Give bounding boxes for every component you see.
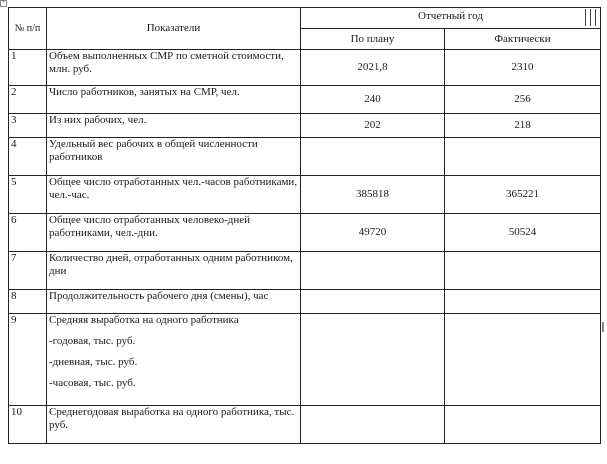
- header-plan: По плану: [301, 29, 445, 50]
- row-number: 6: [9, 214, 47, 252]
- row-plan-value: 2021,8: [301, 50, 445, 86]
- column-resize-icon[interactable]: [585, 9, 596, 26]
- row-sub-label-hourly: -часовая, тыс. руб.: [49, 377, 136, 389]
- row-plan-value: 202: [301, 114, 445, 138]
- row-number: 5: [9, 176, 47, 214]
- row-label: Среднегодовая выработка на одного работника, тыс. руб.: [47, 406, 301, 444]
- row-label: Объем выполненных СМР по сметной стоимости, млн. руб.: [47, 50, 301, 86]
- header-period-label: Отчетный год: [418, 10, 483, 22]
- row-number: 2: [9, 86, 47, 114]
- table-row: [9, 290, 601, 314]
- row-number: 4: [9, 138, 47, 176]
- row-plan-value: [301, 406, 445, 444]
- row-actual-value: [445, 406, 601, 444]
- row-sub-label-daily: -дневная, тыс. руб.: [49, 356, 138, 368]
- table-row: [9, 406, 601, 444]
- indicators-table: [8, 7, 601, 444]
- table-row: [9, 252, 601, 290]
- header-period: [301, 8, 601, 29]
- row-sub-label-annual: -годовая, тыс. руб.: [49, 335, 136, 347]
- table-row: [9, 138, 601, 176]
- header-num-col: № п/п: [9, 8, 47, 50]
- row-label: Общее число отработанных человеко-дней работниками, чел.-дни.: [47, 214, 301, 252]
- header-row-top: [9, 8, 601, 29]
- table-row: [9, 314, 601, 406]
- row-label: Из них рабочих, чел.: [47, 114, 301, 138]
- row-actual-value: [445, 314, 601, 406]
- table-row: [9, 86, 601, 114]
- row-actual-value: 256: [445, 86, 601, 114]
- row-plan-value: [301, 252, 445, 290]
- row-label-group: [47, 314, 301, 406]
- row-actual-value: [445, 290, 601, 314]
- row-plan-value: 385818: [301, 176, 445, 214]
- table-row: [9, 114, 601, 138]
- row-resize-marker[interactable]: [602, 322, 604, 332]
- header-actual: Фактически: [445, 29, 601, 50]
- row-plan-value: 49720: [301, 214, 445, 252]
- row-number: 8: [9, 290, 47, 314]
- row-plan-value: [301, 290, 445, 314]
- header-indicator-col: Показатели: [47, 8, 301, 50]
- row-label: Удельный вес рабочих в общей численности работников: [47, 138, 301, 176]
- row-actual-value: 218: [445, 114, 601, 138]
- table-row: [9, 50, 601, 86]
- row-plan-value: 240: [301, 86, 445, 114]
- row-actual-value: 2310: [445, 50, 601, 86]
- row-actual-value: 365221: [445, 176, 601, 214]
- row-label: Продолжительность рабочего дня (смены), час: [47, 290, 301, 314]
- row-number: 9: [9, 314, 47, 406]
- row-label: Средняя выработка на одного работника: [49, 314, 239, 326]
- row-number: 7: [9, 252, 47, 290]
- row-number: 10: [9, 406, 47, 444]
- row-number: 1: [9, 50, 47, 86]
- row-label: Количество дней, отработанных одним работником, дни: [47, 252, 301, 290]
- row-actual-value: [445, 138, 601, 176]
- row-label: Общее число отработанных чел.-часов работниками, чел.-час.: [47, 176, 301, 214]
- table-row: [9, 176, 601, 214]
- table-row: [9, 214, 601, 252]
- row-actual-value: 50524: [445, 214, 601, 252]
- table-move-handle-icon[interactable]: +: [1, 0, 6, 6]
- row-label: Число работников, занятых на СМР, чел.: [47, 86, 301, 114]
- row-number: 3: [9, 114, 47, 138]
- row-plan-value: [301, 314, 445, 406]
- row-plan-value: [301, 138, 445, 176]
- row-actual-value: [445, 252, 601, 290]
